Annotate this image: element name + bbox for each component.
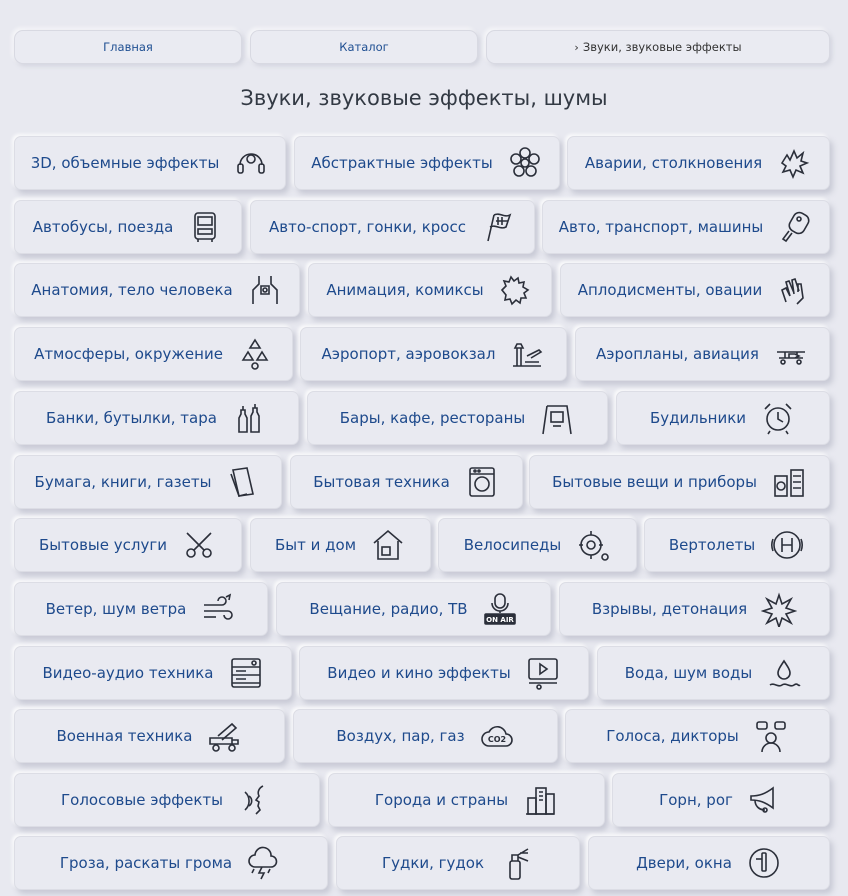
category-label: Аэропланы, авиация [596,345,759,363]
icon-badge-text: CO2 [487,735,506,744]
category-label: Горн, рог [659,791,733,809]
breadcrumb-current[interactable] [486,30,830,64]
alarm-clock-icon [760,400,796,436]
category-tile[interactable] [14,582,268,636]
category-label: Взрывы, детонация [591,600,748,618]
horn-icon [747,782,783,818]
scissors-tools-icon [181,527,217,563]
category-tile[interactable] [612,773,830,827]
category-tile[interactable] [336,836,580,890]
chevron-right-icon: › [574,40,579,54]
audio-rack-icon [228,655,264,691]
category-tile[interactable] [14,200,242,254]
category-tile[interactable] [294,136,560,190]
category-tile[interactable] [575,327,830,381]
category-tile[interactable] [14,136,286,190]
category-label: Видео и кино эффекты [327,664,511,682]
appliances-icon [771,464,807,500]
wind-icon [200,591,236,627]
category-tile[interactable] [438,518,637,572]
breadcrumb-current-label: Звуки, звуковые эффекты [582,40,742,54]
city-icon [522,782,558,818]
icon-badge-text: ON AIR [485,616,514,624]
category-tile[interactable] [14,836,328,890]
breadcrumb [14,30,830,64]
category-label: Авто, транспорт, машины [558,218,764,236]
category-label: Города и страны [374,791,509,809]
category-tile[interactable] [644,518,830,572]
bus-icon [187,209,223,245]
category-label: Бытовые вещи и приборы [552,473,757,491]
category-label: Гроза, раскаты грома [59,854,233,872]
category-tile[interactable] [616,391,830,445]
breadcrumb-catalog-label: Каталог [339,40,389,54]
checkered-flag-icon [480,209,516,245]
category-label: Бумага, книги, газеты [34,473,212,491]
category-label: Автобусы, поезда [32,218,174,236]
category-tile[interactable] [14,263,300,317]
category-tile[interactable] [307,391,608,445]
category-tile[interactable] [559,582,830,636]
recycle-atmosphere-icon [237,336,273,372]
category-label: 3D, объемные эффекты [30,154,220,172]
category-label: Голоса, дикторы [606,727,739,745]
category-tile[interactable] [300,327,567,381]
category-label: Аэропорт, аэровокзал [321,345,496,363]
cafe-sign-icon [539,400,575,436]
category-label: Бытовые услуги [39,536,167,554]
category-label: Голосовые эффекты [61,791,223,809]
category-tile[interactable] [542,200,830,254]
category-tile[interactable] [588,836,830,890]
category-tile[interactable] [14,327,293,381]
category-label: Банки, бутылки, тара [46,409,217,427]
category-label: Быт и дом [274,536,357,554]
category-tile[interactable] [276,582,551,636]
category-label: Аварии, столкновения [584,154,763,172]
breadcrumb-catalog[interactable] [250,30,478,64]
video-player-icon [525,655,561,691]
category-label: Ветер, шум ветра [45,600,187,618]
category-tile[interactable] [14,709,285,763]
storm-cloud-icon [246,845,282,881]
helipad-icon [769,527,805,563]
breadcrumb-home-label: Главная [103,40,153,54]
category-tile[interactable] [14,773,320,827]
category-tile[interactable] [14,391,299,445]
category-tile[interactable] [328,773,605,827]
bike-gear-icon [575,527,611,563]
category-tile[interactable] [290,455,523,509]
category-tile[interactable] [567,136,830,190]
category-label: Двери, окна [636,854,732,872]
washing-machine-icon [464,464,500,500]
category-label: Будильники [649,409,747,427]
papers-icon [225,464,261,500]
category-label: Велосипеды [463,536,562,554]
car-key-icon [777,209,813,245]
breadcrumb-home[interactable] [14,30,242,64]
house-icon [370,527,406,563]
category-tile[interactable] [250,200,535,254]
voice-face-icon [237,782,273,818]
category-label: Авто-спорт, гонки, кросс [269,218,466,236]
missile-truck-icon [206,718,242,754]
category-label: Военная техника [56,727,193,745]
air-horn-icon [498,845,534,881]
crash-icon [776,145,812,181]
anatomy-icon [247,272,283,308]
category-tile[interactable] [14,455,282,509]
bottles-icon [231,400,267,436]
on-air-mic-icon [482,591,518,627]
category-label: Гудки, гудок [381,854,485,872]
category-label: Воздух, пар, газ [336,727,465,745]
category-tile[interactable] [529,455,830,509]
category-label: Аплодисменты, овации [577,281,763,299]
co2-cloud-icon [479,718,515,754]
category-label: Бытовая техника [313,473,450,491]
category-label: Вода, шум воды [624,664,753,682]
category-label: Видео-аудио техника [42,664,214,682]
category-tile[interactable] [250,518,431,572]
airport-icon [509,336,545,372]
category-label: Вещание, радио, ТВ [309,600,468,618]
flower-abstract-icon [507,145,543,181]
wow-bubble-icon [498,272,534,308]
speaker-person-icon [753,718,789,754]
category-tile[interactable] [308,263,552,317]
category-label: Анимация, комиксы [326,281,484,299]
category-label: Абстрактные эффекты [311,154,493,172]
explosion-icon [761,591,797,627]
category-tile[interactable] [560,263,830,317]
category-tile[interactable] [14,518,242,572]
category-label: Атмосферы, окружение [34,345,223,363]
door-handle-icon [746,845,782,881]
category-tile[interactable] [299,646,589,700]
headphones-3d-icon [233,145,269,181]
page-title: Звуки, звуковые эффекты, шумы [240,86,608,110]
category-tile[interactable] [14,646,292,700]
clapping-hands-icon [776,272,812,308]
category-tile[interactable] [597,646,830,700]
category-label: Анатомия, тело человека [31,281,233,299]
category-label: Бары, кафе, рестораны [339,409,526,427]
category-tile[interactable] [293,709,558,763]
water-drop-icon [766,655,802,691]
category-label: Вертолеты [668,536,756,554]
category-tile[interactable] [565,709,830,763]
biplane-icon [773,336,809,372]
